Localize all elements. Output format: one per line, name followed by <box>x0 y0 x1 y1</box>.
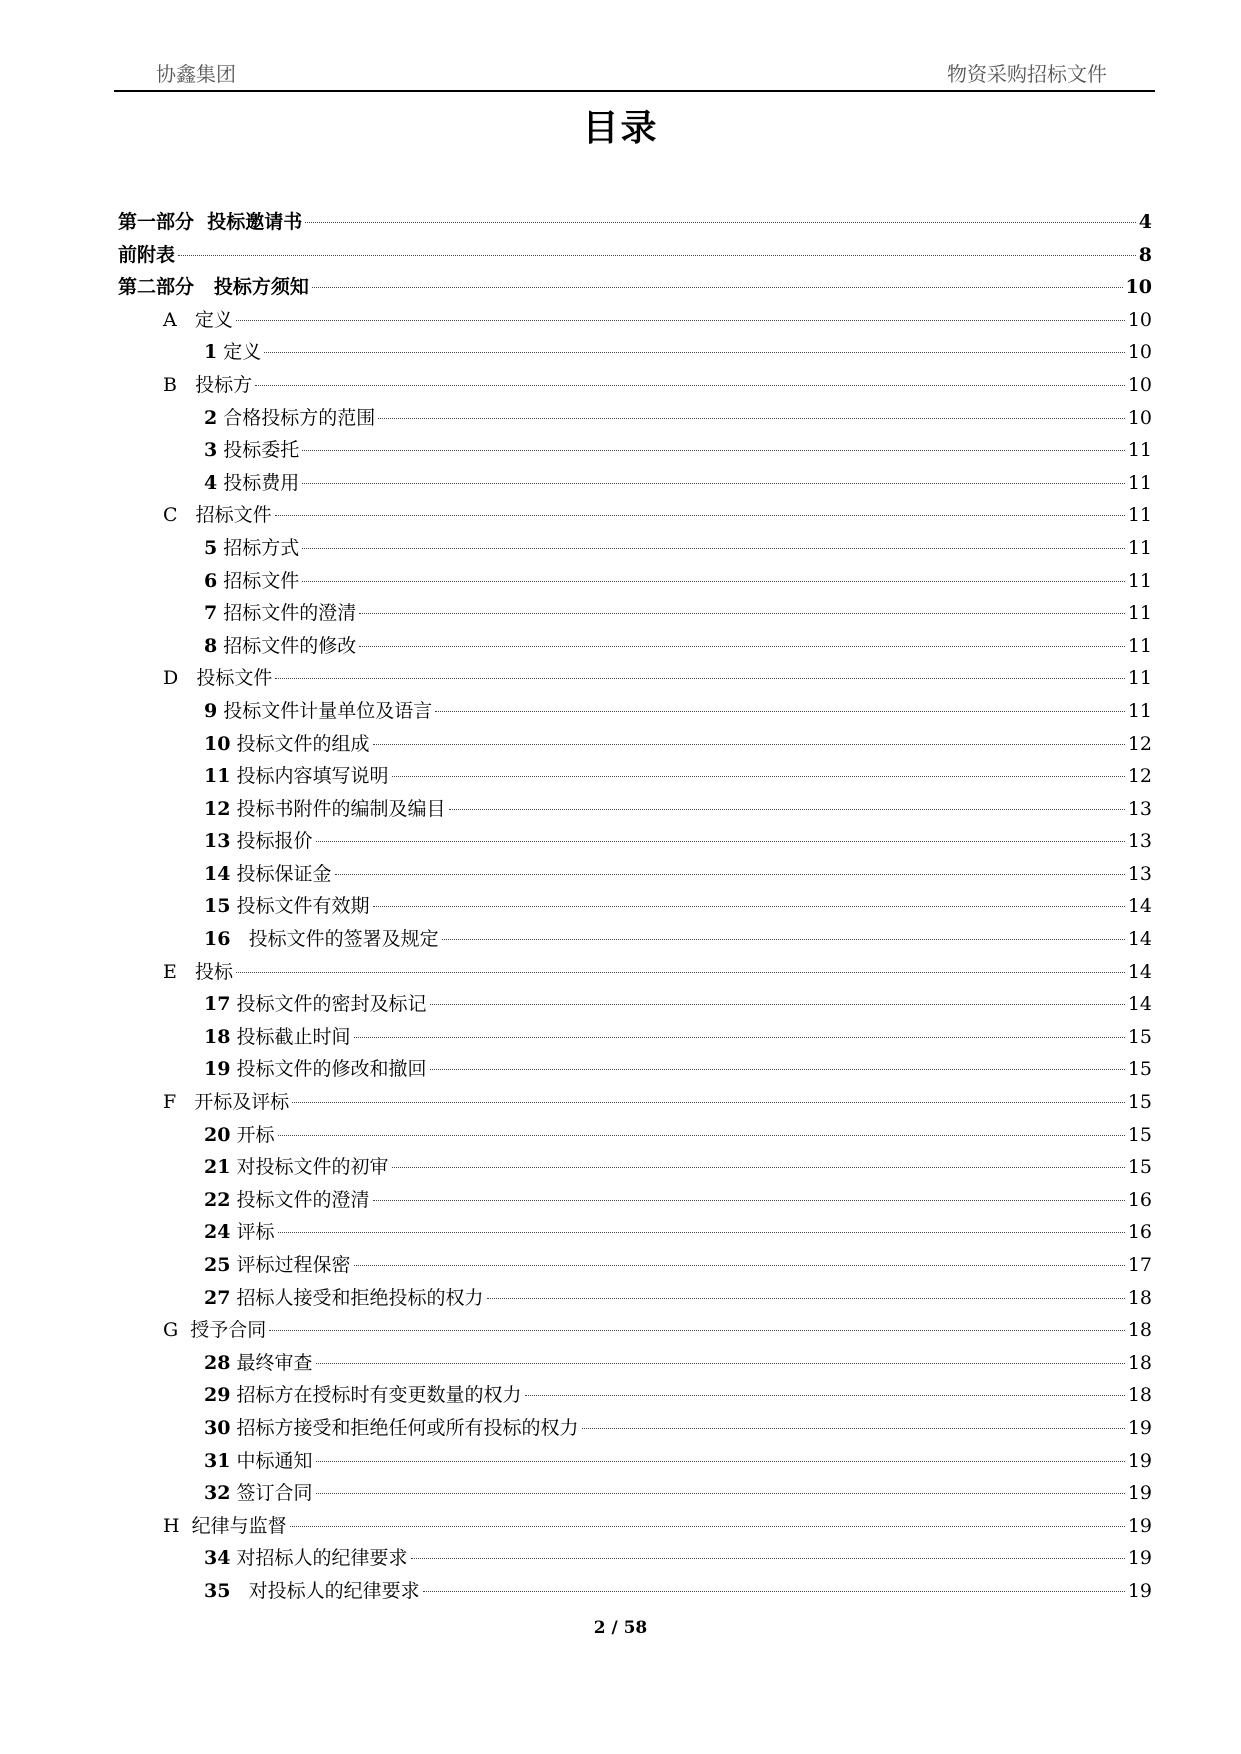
toc-entry-text: F 开标及评标 <box>163 1091 290 1114</box>
toc-entry-label <box>204 1477 313 1510</box>
toc-entry-label <box>204 728 370 761</box>
toc-entry-text: 对投标文件的初审 <box>236 1156 389 1179</box>
toc-entry-label <box>204 1379 522 1412</box>
toc-entry-text: 招标文件的澄清 <box>223 602 357 625</box>
toc-entry[interactable] <box>118 1184 1152 1217</box>
toc-leader-dots <box>525 1395 1125 1396</box>
toc-leader-dots <box>373 906 1125 907</box>
toc-leader-dots <box>278 1232 1125 1233</box>
toc-entry-number: 21 <box>204 1156 231 1179</box>
toc-entry-label <box>204 988 427 1021</box>
toc-entry[interactable] <box>118 1053 1152 1086</box>
toc-entry[interactable] <box>118 1119 1152 1152</box>
toc-entry-number: 10 <box>204 732 231 755</box>
table-of-contents <box>118 206 1152 1608</box>
toc-entry-text: 投标文件的澄清 <box>236 1188 370 1211</box>
toc-entry-label <box>163 1086 289 1119</box>
toc-entry-text: 评标 <box>236 1221 275 1244</box>
toc-entry[interactable] <box>118 1445 1152 1478</box>
toc-entry-text: 招标文件的修改 <box>223 634 357 657</box>
toc-leader-dots <box>302 548 1125 549</box>
toc-entry-number: 35 <box>204 1579 231 1602</box>
toc-entry-text: 第一部分 投标邀请书 <box>118 211 303 233</box>
toc-entry[interactable] <box>118 923 1152 956</box>
toc-page-number: 11 <box>1127 634 1152 657</box>
toc-entry-label <box>204 923 439 956</box>
toc-entry-text: 前附表 <box>118 243 176 266</box>
toc-leader-dots <box>178 255 1136 256</box>
toc-page-number: 4 <box>1138 211 1152 233</box>
toc-entry[interactable] <box>118 565 1152 598</box>
toc-entry-number: 5 <box>204 536 218 559</box>
toc-page-number: 11 <box>1127 602 1152 625</box>
toc-entry-text: 投标文件的修改和撤回 <box>236 1058 427 1081</box>
toc-leader-dots <box>292 1102 1125 1103</box>
toc-entry-number: 20 <box>204 1123 231 1146</box>
toc-page-number: 10 <box>1127 373 1152 396</box>
toc-entry-number: 12 <box>204 797 231 820</box>
toc-entry-number: 1 <box>204 341 218 364</box>
toc-entry-label <box>163 956 233 989</box>
toc-page-number: 19 <box>1127 1482 1152 1505</box>
toc-entry-label <box>204 467 299 500</box>
toc-entry-label <box>204 565 299 598</box>
toc-entry-number: 9 <box>204 699 218 722</box>
toc-entry-number: 3 <box>204 439 218 462</box>
toc-entry-number: 32 <box>204 1482 231 1505</box>
toc-entry-text: 开标 <box>236 1123 275 1146</box>
toc-entry-number: 7 <box>204 602 218 625</box>
toc-entry-label <box>163 1510 287 1543</box>
toc-leader-dots <box>255 385 1125 386</box>
toc-entry-label <box>204 760 389 793</box>
toc-page-number: 12 <box>1127 765 1152 788</box>
toc-leader-dots <box>316 1493 1125 1494</box>
toc-page-number: 10 <box>1127 308 1152 331</box>
toc-entry-label <box>204 402 375 435</box>
toc-entry-text: 投标书附件的编制及编目 <box>236 797 446 820</box>
toc-leader-dots <box>435 711 1125 712</box>
toc-leader-dots <box>302 581 1125 582</box>
toc-entry-label <box>204 1053 427 1086</box>
toc-entry[interactable] <box>118 206 1152 239</box>
toc-entry-label <box>118 239 175 272</box>
toc-entry-label <box>204 793 446 826</box>
toc-page-number: 16 <box>1127 1188 1152 1211</box>
toc-entry[interactable] <box>118 825 1152 858</box>
toc-entry[interactable] <box>118 728 1152 761</box>
toc-entry-text: A 定义 <box>163 308 233 331</box>
toc-entry-label <box>204 1021 351 1054</box>
toc-page-number: 19 <box>1127 1416 1152 1439</box>
toc-entry[interactable] <box>118 793 1152 826</box>
toc-page-number: 19 <box>1127 1547 1152 1570</box>
toc-leader-dots <box>305 222 1136 223</box>
toc-page-number: 19 <box>1127 1449 1152 1472</box>
toc-entry-label <box>204 1119 275 1152</box>
toc-entry[interactable] <box>118 890 1152 923</box>
toc-entry-label <box>204 1445 313 1478</box>
toc-entry-text: D 投标文件 <box>163 667 273 690</box>
toc-page-number: 15 <box>1127 1156 1152 1179</box>
toc-entry-text: 投标费用 <box>223 471 300 494</box>
toc-entry-label <box>204 336 261 369</box>
toc-entry-text: 招标人接受和拒绝投标的权力 <box>236 1286 484 1309</box>
toc-page-number: 18 <box>1127 1351 1152 1374</box>
toc-leader-dots <box>335 874 1125 875</box>
toc-leader-dots <box>275 515 1125 516</box>
toc-entry-number: 27 <box>204 1286 231 1309</box>
toc-entry-label <box>204 858 332 891</box>
toc-entry[interactable] <box>118 271 1152 304</box>
toc-entry-label <box>163 1314 266 1347</box>
toc-leader-dots <box>290 1526 1125 1527</box>
toc-leader-dots <box>275 678 1124 679</box>
toc-entry[interactable] <box>118 662 1152 695</box>
toc-entry[interactable] <box>118 1249 1152 1282</box>
toc-entry-text: 投标委托 <box>223 439 300 462</box>
toc-entry-number: 31 <box>204 1449 231 1472</box>
toc-entry-number: 6 <box>204 569 218 592</box>
page-number: 2 / 58 <box>593 1618 648 1638</box>
toc-entry-label <box>204 597 356 630</box>
toc-leader-dots <box>316 841 1125 842</box>
toc-entry-number: 28 <box>204 1351 231 1374</box>
toc-page-number: 14 <box>1127 993 1152 1016</box>
toc-entry-number: 14 <box>204 862 231 885</box>
page-header <box>114 56 1155 92</box>
toc-page-number: 11 <box>1127 667 1152 690</box>
toc-page-number: 11 <box>1127 699 1152 722</box>
toc-entry-label <box>204 695 432 728</box>
toc-entry[interactable] <box>118 1510 1152 1543</box>
toc-leader-dots <box>411 1558 1125 1559</box>
toc-page-number: 13 <box>1127 830 1152 853</box>
toc-entry-number: 2 <box>204 406 218 429</box>
toc-leader-dots <box>354 1037 1125 1038</box>
toc-entry[interactable] <box>118 597 1152 630</box>
toc-entry-number: 15 <box>204 895 231 918</box>
toc-entry-label <box>204 1282 484 1315</box>
toc-entry[interactable] <box>118 1542 1152 1575</box>
toc-leader-dots <box>392 1167 1125 1168</box>
toc-entry-label <box>163 304 233 337</box>
toc-entry[interactable] <box>118 434 1152 467</box>
toc-page-number: 19 <box>1127 1579 1152 1602</box>
toc-page-number: 10 <box>1127 341 1152 364</box>
toc-entry-text: B 投标方 <box>163 373 253 396</box>
toc-entry-text: 中标通知 <box>236 1449 313 1472</box>
toc-entry-text: E 投标 <box>163 960 233 983</box>
toc-entry[interactable] <box>118 1021 1152 1054</box>
toc-entry-text: 合格投标方的范围 <box>223 406 376 429</box>
toc-entry[interactable] <box>118 239 1152 272</box>
toc-entry-number: 13 <box>204 830 231 853</box>
toc-entry-number: 4 <box>204 471 218 494</box>
toc-entry[interactable] <box>118 532 1152 565</box>
toc-entry-text: 投标文件有效期 <box>236 895 370 918</box>
toc-page-number: 18 <box>1127 1384 1152 1407</box>
toc-entry-text: C 招标文件 <box>163 504 272 527</box>
toc-entry-number: 25 <box>204 1254 231 1276</box>
toc-leader-dots <box>430 1069 1125 1070</box>
toc-entry-text: 招标方在授标时有变更数量的权力 <box>236 1384 522 1407</box>
toc-page-number: 18 <box>1127 1319 1152 1342</box>
toc-leader-dots <box>430 1004 1125 1005</box>
toc-entry-number: 17 <box>204 993 231 1016</box>
toc-page-number: 14 <box>1127 960 1152 983</box>
toc-entry[interactable] <box>118 1086 1152 1119</box>
toc-leader-dots <box>316 1363 1125 1364</box>
toc-entry-text: 投标保证金 <box>236 862 332 885</box>
header-company: 协鑫集团 <box>156 62 236 86</box>
toc-leader-dots <box>392 776 1125 777</box>
toc-leader-dots <box>582 1428 1125 1429</box>
toc-page-number: 15 <box>1127 1025 1152 1048</box>
toc-page-number: 11 <box>1127 536 1152 559</box>
toc-entry-text: 投标内容填写说明 <box>236 765 389 788</box>
toc-leader-dots <box>359 613 1125 614</box>
toc-entry-text: H 纪律与监督 <box>163 1514 287 1537</box>
toc-page-number: 11 <box>1127 439 1152 462</box>
toc-entry-label <box>204 1151 389 1184</box>
toc-entry-label <box>204 630 356 663</box>
toc-entry-text: 定义 <box>223 341 262 364</box>
toc-leader-dots <box>312 287 1123 288</box>
toc-entry-label <box>118 206 302 239</box>
toc-entry[interactable] <box>118 1282 1152 1315</box>
toc-entry[interactable] <box>118 988 1152 1021</box>
toc-entry-number: 16 <box>204 928 231 951</box>
toc-entry-number: 34 <box>204 1547 231 1570</box>
toc-page-number: 12 <box>1127 732 1152 755</box>
toc-entry-label <box>204 532 299 565</box>
toc-leader-dots <box>373 1200 1125 1201</box>
toc-page-number: 8 <box>1138 243 1152 266</box>
toc-entry-text: 投标文件的签署及规定 <box>236 928 439 951</box>
toc-entry-text: 投标报价 <box>236 830 313 853</box>
toc-page-number: 11 <box>1127 569 1152 592</box>
toc-entry-text: 投标文件的密封及标记 <box>236 993 427 1016</box>
toc-entry-label <box>204 1542 408 1575</box>
toc-entry-text: 投标文件计量单位及语言 <box>223 699 433 722</box>
toc-entry[interactable] <box>118 1477 1152 1510</box>
toc-entry-label <box>163 662 272 695</box>
toc-leader-dots <box>264 352 1125 353</box>
toc-entry[interactable] <box>118 956 1152 989</box>
toc-page-number: 14 <box>1127 928 1152 951</box>
toc-entry-label <box>204 1412 579 1445</box>
toc-entry-label <box>204 1347 313 1380</box>
toc-entry[interactable] <box>118 369 1152 402</box>
toc-page-number: 11 <box>1127 471 1152 494</box>
toc-entry-label <box>204 1249 351 1282</box>
toc-leader-dots <box>449 809 1125 810</box>
toc-entry-text: 招标文件 <box>223 569 300 592</box>
toc-entry[interactable] <box>118 1314 1152 1347</box>
toc-leader-dots <box>236 320 1125 321</box>
toc-entry[interactable] <box>118 695 1152 728</box>
toc-entry-text: 评标过程保密 <box>236 1254 351 1276</box>
toc-page-number: 16 <box>1127 1221 1152 1244</box>
toc-leader-dots <box>236 972 1125 973</box>
toc-entry-text: 投标文件的组成 <box>236 732 370 755</box>
toc-entry-text: 第二部分 投标方须知 <box>118 276 309 299</box>
toc-entry[interactable] <box>118 402 1152 435</box>
toc-page-number: 14 <box>1127 895 1152 918</box>
toc-leader-dots <box>269 1330 1125 1331</box>
toc-entry-label <box>204 825 313 858</box>
toc-page-number: 13 <box>1127 862 1152 885</box>
toc-page-number: 19 <box>1127 1514 1152 1537</box>
toc-leader-dots <box>423 1591 1125 1592</box>
toc-entry[interactable] <box>118 1216 1152 1249</box>
toc-entry-number: 8 <box>204 634 218 657</box>
page-title: 目录 <box>582 108 659 149</box>
toc-leader-dots <box>302 450 1125 451</box>
toc-entry-number: 18 <box>204 1025 231 1048</box>
toc-entry-text: 对投标人的纪律要求 <box>236 1579 420 1602</box>
toc-entry[interactable] <box>118 1347 1152 1380</box>
toc-entry-label <box>163 369 252 402</box>
toc-leader-dots <box>487 1298 1125 1299</box>
toc-entry[interactable] <box>118 1575 1152 1608</box>
toc-entry[interactable] <box>118 336 1152 369</box>
toc-entry-text: 签订合同 <box>236 1482 313 1505</box>
toc-leader-dots <box>302 483 1125 484</box>
toc-leader-dots <box>373 744 1125 745</box>
toc-entry-text: 招标方式 <box>223 536 300 559</box>
toc-entry-number: 11 <box>204 765 231 788</box>
toc-page-number: 13 <box>1127 797 1152 820</box>
toc-page-number: 15 <box>1127 1091 1152 1114</box>
toc-leader-dots <box>378 418 1125 419</box>
toc-page-number: 18 <box>1127 1286 1152 1309</box>
toc-page-number: 10 <box>1127 406 1152 429</box>
toc-entry-number: 19 <box>204 1058 231 1081</box>
toc-entry-label <box>204 1184 370 1217</box>
toc-entry-text: 招标方接受和拒绝任何或所有投标的权力 <box>236 1416 579 1439</box>
toc-entry[interactable] <box>118 467 1152 500</box>
toc-entry-label <box>204 434 299 467</box>
toc-page-number: 17 <box>1127 1254 1152 1276</box>
toc-page-number: 15 <box>1127 1058 1152 1081</box>
toc-entry[interactable] <box>118 1379 1152 1412</box>
toc-leader-dots <box>278 1135 1125 1136</box>
header-doc-name: 物资采购招标文件 <box>947 62 1107 86</box>
toc-entry[interactable] <box>118 858 1152 891</box>
toc-leader-dots <box>316 1461 1125 1462</box>
toc-entry-label <box>163 499 272 532</box>
toc-entry-number: 24 <box>204 1221 231 1244</box>
toc-entry-label <box>204 1216 275 1249</box>
toc-entry[interactable] <box>118 1151 1152 1184</box>
toc-entry[interactable] <box>118 630 1152 663</box>
toc-page-number: 15 <box>1127 1123 1152 1146</box>
toc-leader-dots <box>442 939 1125 940</box>
toc-entry[interactable] <box>118 499 1152 532</box>
toc-page-number: 10 <box>1125 276 1152 299</box>
toc-entry-number: 30 <box>204 1416 231 1439</box>
toc-entry-text: 最终审查 <box>236 1351 313 1374</box>
toc-entry[interactable] <box>118 304 1152 337</box>
toc-entry[interactable] <box>118 760 1152 793</box>
toc-entry-number: 22 <box>204 1188 231 1211</box>
toc-entry-number: 29 <box>204 1384 231 1407</box>
toc-entry-label <box>118 271 309 304</box>
toc-entry-text: 投标截止时间 <box>236 1025 351 1048</box>
toc-page-number: 11 <box>1127 504 1152 527</box>
toc-entry-text: 对招标人的纪律要求 <box>236 1547 408 1570</box>
toc-leader-dots <box>354 1265 1125 1266</box>
toc-leader-dots <box>359 646 1125 647</box>
toc-entry-text: G 授予合同 <box>163 1319 267 1342</box>
toc-entry-label <box>204 1575 420 1608</box>
toc-entry-label <box>204 890 370 923</box>
toc-entry[interactable] <box>118 1412 1152 1445</box>
